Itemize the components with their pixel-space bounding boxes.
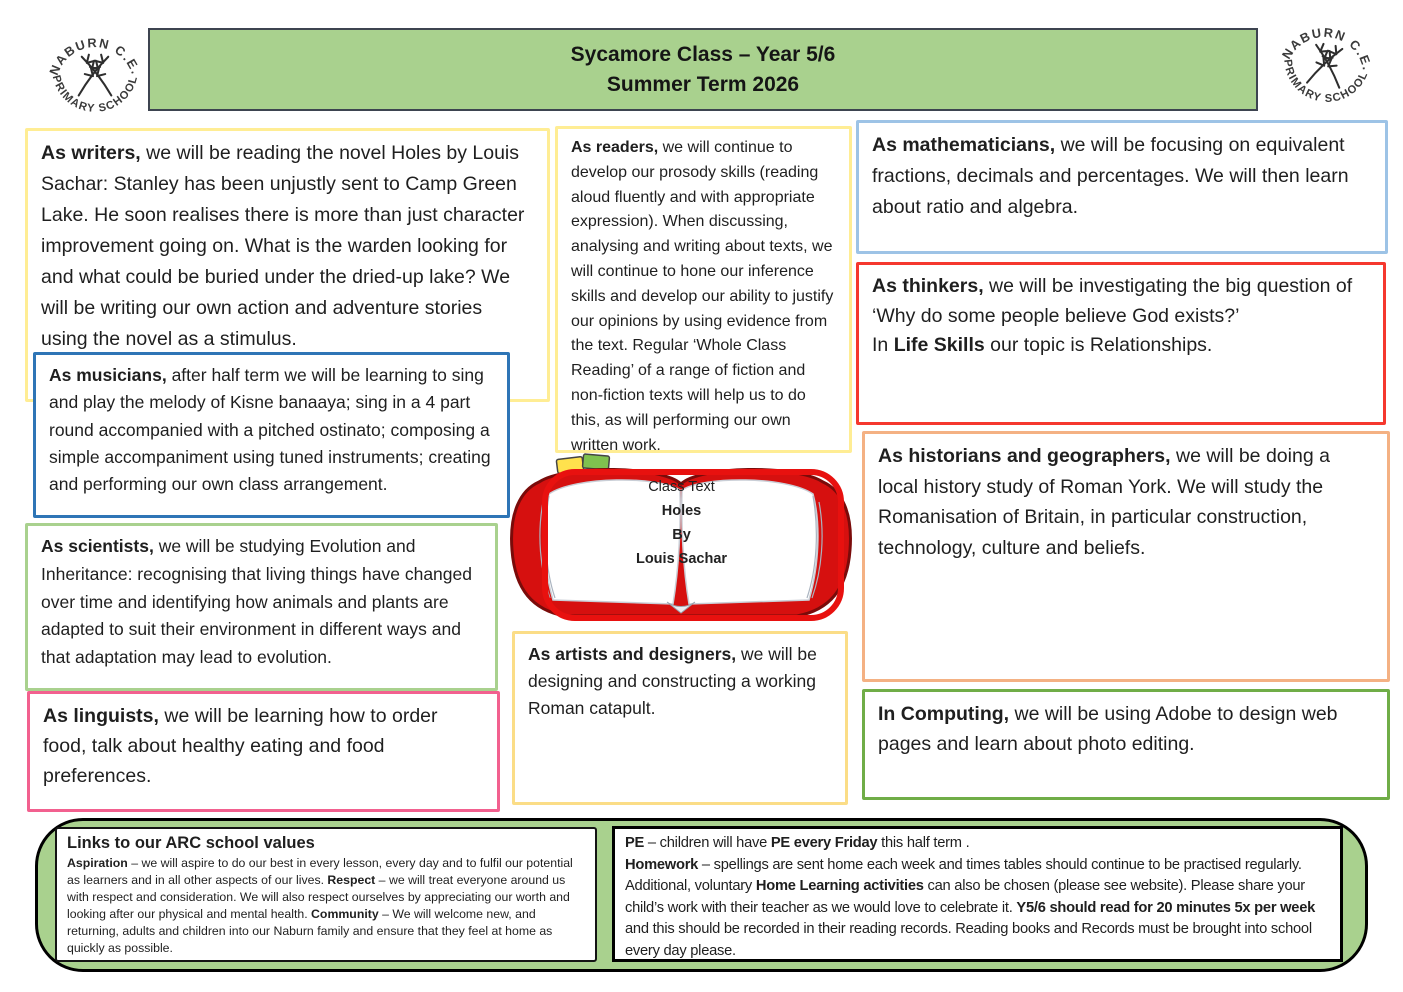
- class-text-book: [503, 450, 860, 632]
- musicians-box: [33, 352, 510, 518]
- svg-text:PRIMARY SCHOOL: [50, 74, 141, 115]
- writers-body: we will be reading the novel Holes by Louis Sachar: Stanley has been unjustly sent to Camp Green Lake. He soon realises there is more than just character improvement going on. What is the warden looking for and what could be buried under the dried-up lake? We will be writing our own action and adventure stories using the novel as a stimulus.: [41, 142, 525, 350]
- homework-line: Homework – spellings are sent home each week and times tables should continue to be practised regularly. Additional, voluntary Home Learning activities can also be chosen (please see website). Please share your child’s work with their teacher as we would love to celebrate it. Y5/6 should read for 20 minutes 5x per week and this should be recorded in their reading records. Reading books and Records must be brought into school every day please.: [625, 856, 1316, 959]
- school-crest-right: [1269, 3, 1386, 120]
- mathematicians-box: [856, 120, 1388, 254]
- historians-body: we will be doing a local history study of Roman York. We will study the Romanisation of Britain, in particular construction, technology, culture and beliefs.: [878, 445, 1330, 559]
- linguists-body: we will be learning how to order food, talk about healthy eating and food preferences.: [43, 705, 438, 787]
- musicians-lead: As musicians,: [49, 365, 167, 385]
- crest-top-text: NABURN C.E.: [1278, 24, 1376, 73]
- arc-values-body: Aspiration – we will aspire to do our best in every lesson, every day and to fulfil our potential as learners and in all other aspects of our lives. Respect – we will treat everyone around us with respect and consideration. We will also respect ourselves by appreciating our worth and looking after our physical and mental health. Community – We will welcome new, and returning, adults and children into our Naburn family and ensure that they feel at home as quickly as possible.: [67, 856, 573, 955]
- school-crest-left: [44, 20, 146, 122]
- scientists-box: [25, 523, 498, 691]
- scientists-body: we will be studying Evolution and Inheritance: recognising that living things have changed over time and identifying how animals and plants are adapted to suit their environment in different ways and that adaptation may lead to evolution.: [41, 536, 472, 668]
- scientists-lead: As scientists,: [41, 536, 154, 556]
- linguists-lead: As linguists,: [43, 705, 159, 727]
- pe-line: PE – children will have PE every Friday this half term .: [625, 835, 970, 851]
- wheat-icon: [79, 55, 112, 96]
- book-text: [503, 475, 860, 571]
- computing-box: [862, 689, 1390, 800]
- musicians-body: after half term we will be learning to sing and play the melody of Kisne banaaya; sing in a 4 part round accompanied with a pitched ostinato; composing a simple accompaniment using tuned instruments; creating and performing our own class arrangement.: [49, 365, 491, 495]
- crest-top-text: NABURN C.E.: [46, 34, 144, 78]
- header-title-line2: Summer Term 2026: [606, 72, 800, 96]
- readers-lead: As readers,: [571, 139, 659, 156]
- header-banner: [148, 28, 1258, 111]
- book-title: Holes: [661, 503, 702, 519]
- historians-lead: As historians and geographers,: [878, 445, 1171, 467]
- artists-box: [512, 631, 848, 805]
- book-caption: Class Text: [648, 479, 715, 495]
- linguists-box: [27, 691, 500, 812]
- thinkers-lead: As thinkers,: [872, 275, 984, 297]
- mathematicians-lead: As mathematicians,: [872, 134, 1056, 156]
- wheat-icon: [1307, 42, 1346, 87]
- writers-lead: As writers,: [41, 142, 141, 164]
- historians-box: [862, 431, 1390, 682]
- artists-body: we will be designing and constructing a working Roman catapult.: [528, 644, 817, 718]
- pe-homework-box: [612, 826, 1343, 962]
- crest-bottom-text: PRIMARY SCHOOL: [49, 73, 141, 115]
- header-title-line1: Sycamore Class – Year 5/6: [570, 42, 836, 66]
- arc-values-title: Links to our ARC school values: [67, 834, 315, 852]
- artists-lead: As artists and designers,: [528, 644, 737, 664]
- thinkers-life-skills-line: In Life Skills our topic is Relationships.: [872, 334, 1213, 356]
- school-crest-icon: [1269, 3, 1386, 120]
- book-by: By: [672, 527, 691, 543]
- crest-bottom-text: PRIMARY SCHOOL: [1281, 58, 1371, 105]
- book-author: Louis Sachar: [635, 551, 728, 567]
- thinkers-body: we will be investigating the big question of ‘Why do some people believe God exists?’: [872, 275, 1353, 327]
- mathematicians-body: we will be focusing on equivalent fractions, decimals and percentages. We will then learn about ratio and algebra.: [872, 134, 1349, 218]
- arc-values-box: [55, 827, 597, 962]
- school-crest-icon: [44, 20, 146, 122]
- readers-body: we will continue to develop our prosody skills (reading aloud fluently and with appropriate expression). When discussing, analysing and writing about texts, we will continue to hone our inference skills and develop our ability to justify our opinions by using evidence from the text. Regular ‘Whole Class Reading’ of a range of fiction and non-fiction texts will help us to do this, as will performing our own written work.: [571, 139, 834, 454]
- readers-box: [555, 126, 852, 453]
- computing-body: we will be using Adobe to design web pages and learn about photo editing.: [878, 703, 1338, 755]
- computing-lead: In Computing,: [878, 703, 1010, 725]
- thinkers-box: [856, 262, 1386, 425]
